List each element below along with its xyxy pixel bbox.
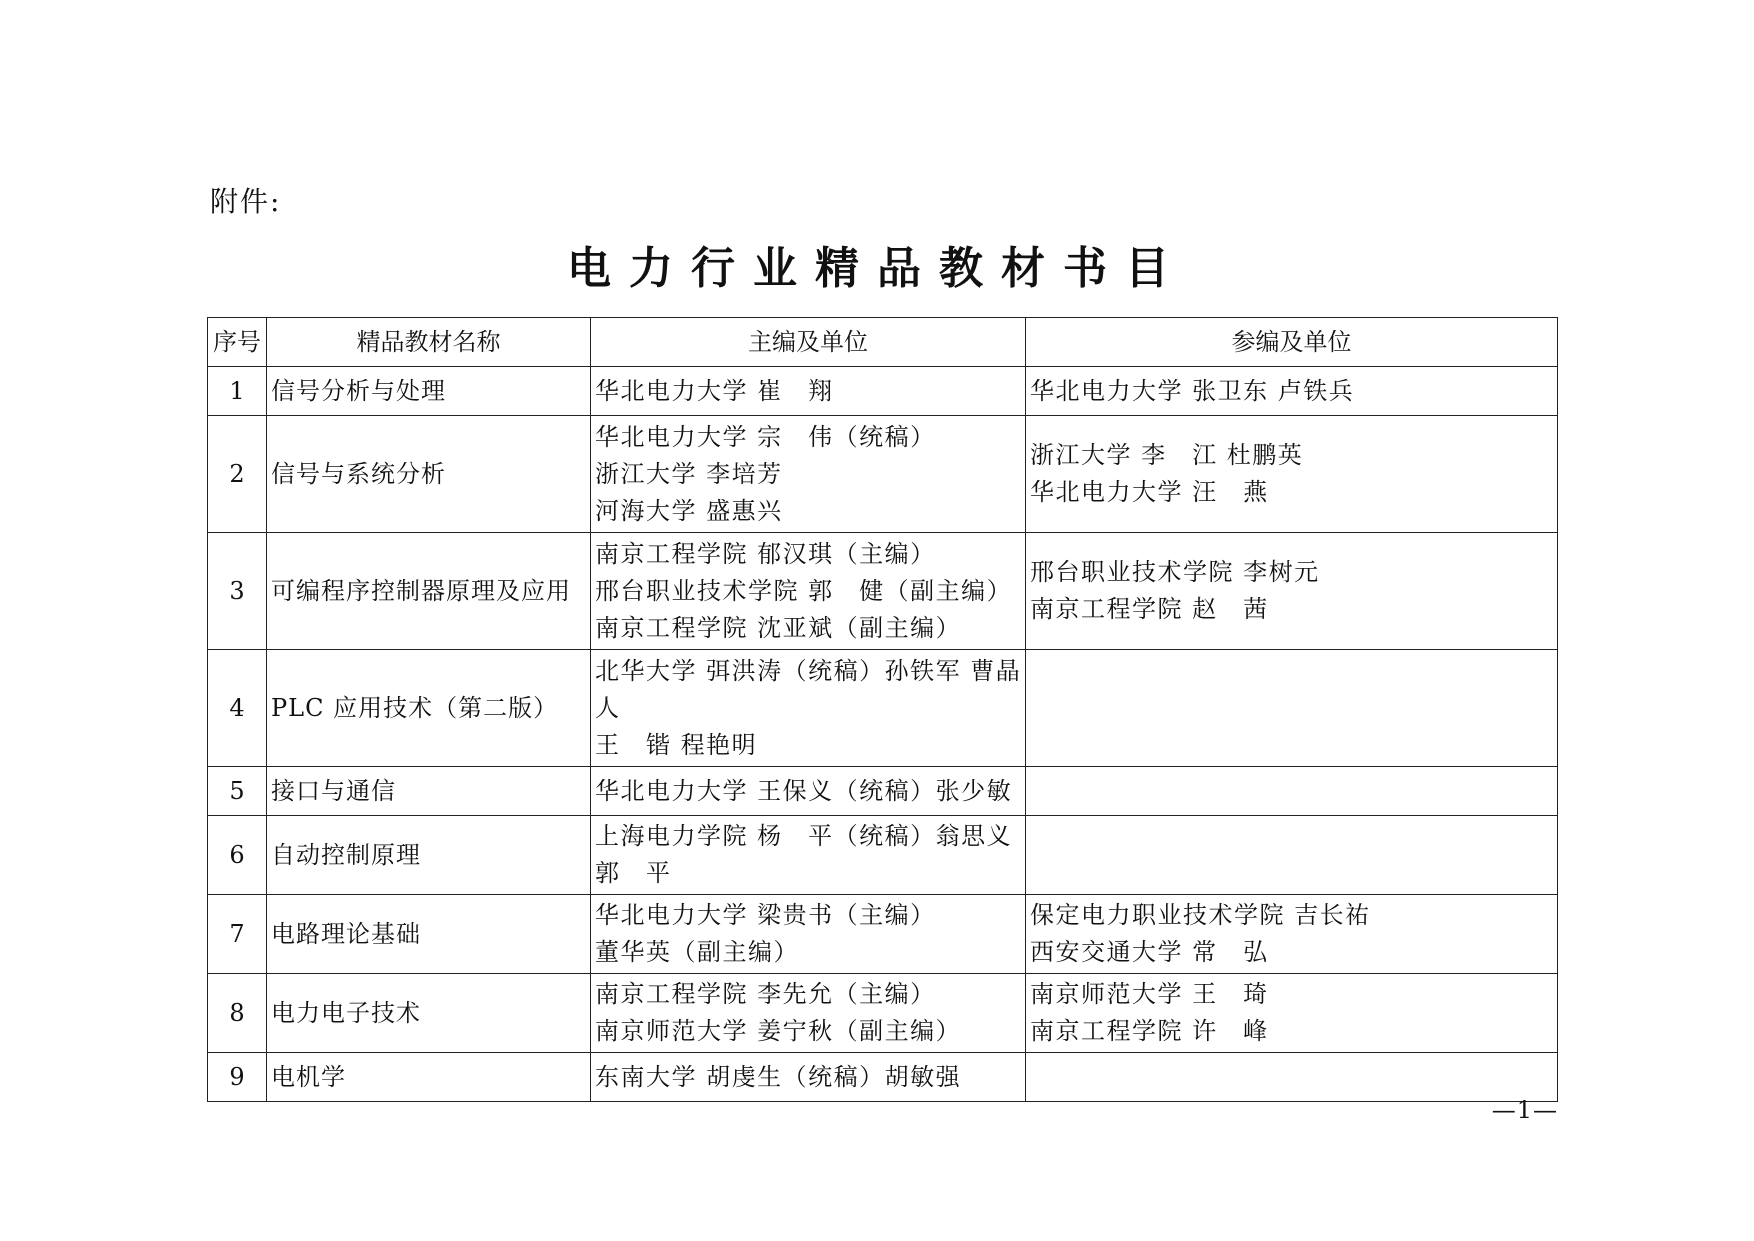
co-editors <box>1026 1053 1558 1102</box>
co-editors <box>1026 416 1558 533</box>
main-editor-line: 浙江大学 李培芳 <box>595 459 783 488</box>
row-number: 9 <box>208 1053 267 1102</box>
textbook-name: PLC 应用技术（第二版） <box>267 650 591 767</box>
co-editors <box>1026 533 1558 650</box>
attachment-label: 附件: <box>210 185 282 218</box>
main-editor-line: 北华大学 弭洪涛（统稿）孙铁军 曹晶 <box>595 656 1022 685</box>
textbook-name: 电力电子技术 <box>267 974 591 1053</box>
co-editors <box>1026 767 1558 816</box>
row-number: 3 <box>208 533 267 650</box>
header-co-editor: 参编及单位 <box>1026 318 1558 367</box>
main-editor-line: 南京工程学院 郁汉琪（主编） <box>595 539 936 568</box>
table-row <box>208 974 1558 1053</box>
textbook-name: 自动控制原理 <box>267 816 591 895</box>
main-editor-line: 河海大学 盛惠兴 <box>595 496 783 525</box>
header-no: 序号 <box>208 318 267 367</box>
co-editor-line: 华北电力大学 张卫东 卢铁兵 <box>1030 376 1355 405</box>
main-editor-line: 南京师范大学 姜宁秋（副主编） <box>595 1017 962 1045</box>
main-editor-line: 南京工程学院 李先允（主编） <box>595 980 936 1008</box>
row-number: 4 <box>208 650 267 767</box>
table-row <box>208 816 1558 895</box>
co-editor-line: 浙江大学 李 江 杜鹏英 <box>1030 441 1304 469</box>
textbook-name: 可编程序控制器原理及应用 <box>267 533 591 650</box>
row-number: 1 <box>208 367 267 416</box>
main-editors <box>591 816 1026 895</box>
main-editors <box>591 974 1026 1053</box>
table-header-row <box>208 318 1558 367</box>
co-editors <box>1026 974 1558 1053</box>
main-editors <box>591 650 1026 767</box>
header-name: 精品教材名称 <box>267 318 591 367</box>
table-row <box>208 895 1558 974</box>
row-number: 5 <box>208 767 267 816</box>
main-editor-line: 邢台职业技术学院 郭 健（副主编） <box>595 576 1013 605</box>
co-editor-line: 邢台职业技术学院 李树元 <box>1030 558 1320 586</box>
main-editor-line: 郭 平 <box>595 859 672 887</box>
co-editor-line: 南京工程学院 赵 茜 <box>1030 595 1269 623</box>
main-editor-line: 华北电力大学 宗 伟（统稿） <box>595 422 936 451</box>
co-editor-line: 西安交通大学 常 弘 <box>1030 938 1269 966</box>
header-main-editor: 主编及单位 <box>591 318 1026 367</box>
row-number: 7 <box>208 895 267 974</box>
main-editor-line: 华北电力大学 王保义（统稿）张少敏 <box>595 776 1013 805</box>
table-row <box>208 767 1558 816</box>
main-editors <box>591 533 1026 650</box>
main-editor-line: 人 <box>595 693 621 722</box>
co-editors <box>1026 816 1558 895</box>
table-row <box>208 416 1558 533</box>
co-editor-line: 保定电力职业技术学院 吉长祐 <box>1030 901 1371 929</box>
textbook-name: 电机学 <box>267 1053 591 1102</box>
textbook-name: 信号分析与处理 <box>267 367 591 416</box>
page-number: —1— <box>1491 1096 1558 1124</box>
co-editor-line: 南京工程学院 许 峰 <box>1030 1017 1269 1045</box>
table-row <box>208 650 1558 767</box>
main-editors <box>591 416 1026 533</box>
co-editors <box>1026 895 1558 974</box>
textbook-table <box>207 317 1558 1102</box>
main-editors <box>591 1053 1026 1102</box>
main-editor-line: 南京工程学院 沈亚斌（副主编） <box>595 613 962 642</box>
main-editor-line: 华北电力大学 梁贵书（主编） <box>595 901 936 929</box>
table-row <box>208 367 1558 416</box>
co-editors <box>1026 650 1558 767</box>
main-editor-line: 王 锴 程艳明 <box>595 730 758 759</box>
textbook-name: 接口与通信 <box>267 767 591 816</box>
textbook-name: 信号与系统分析 <box>267 416 591 533</box>
main-editor-line: 华北电力大学 崔 翔 <box>595 376 834 405</box>
main-editor-line: 上海电力学院 杨 平（统稿）翁思义 <box>595 822 1013 850</box>
row-number: 2 <box>208 416 267 533</box>
co-editor-line: 华北电力大学 汪 燕 <box>1030 478 1269 506</box>
textbook-name: 电路理论基础 <box>267 895 591 974</box>
main-editors <box>591 895 1026 974</box>
main-editors <box>591 767 1026 816</box>
main-editor-line: 东南大学 胡虔生（统稿）胡敏强 <box>595 1062 962 1091</box>
row-number: 8 <box>208 974 267 1053</box>
row-number: 6 <box>208 816 267 895</box>
main-editors <box>591 367 1026 416</box>
document-title: 电力行业精品教材书目 <box>567 243 1187 294</box>
main-editor-line: 董华英（副主编） <box>595 938 799 966</box>
table-row <box>208 1053 1558 1102</box>
co-editors <box>1026 367 1558 416</box>
table-row <box>208 533 1558 650</box>
co-editor-line: 南京师范大学 王 琦 <box>1030 980 1269 1008</box>
